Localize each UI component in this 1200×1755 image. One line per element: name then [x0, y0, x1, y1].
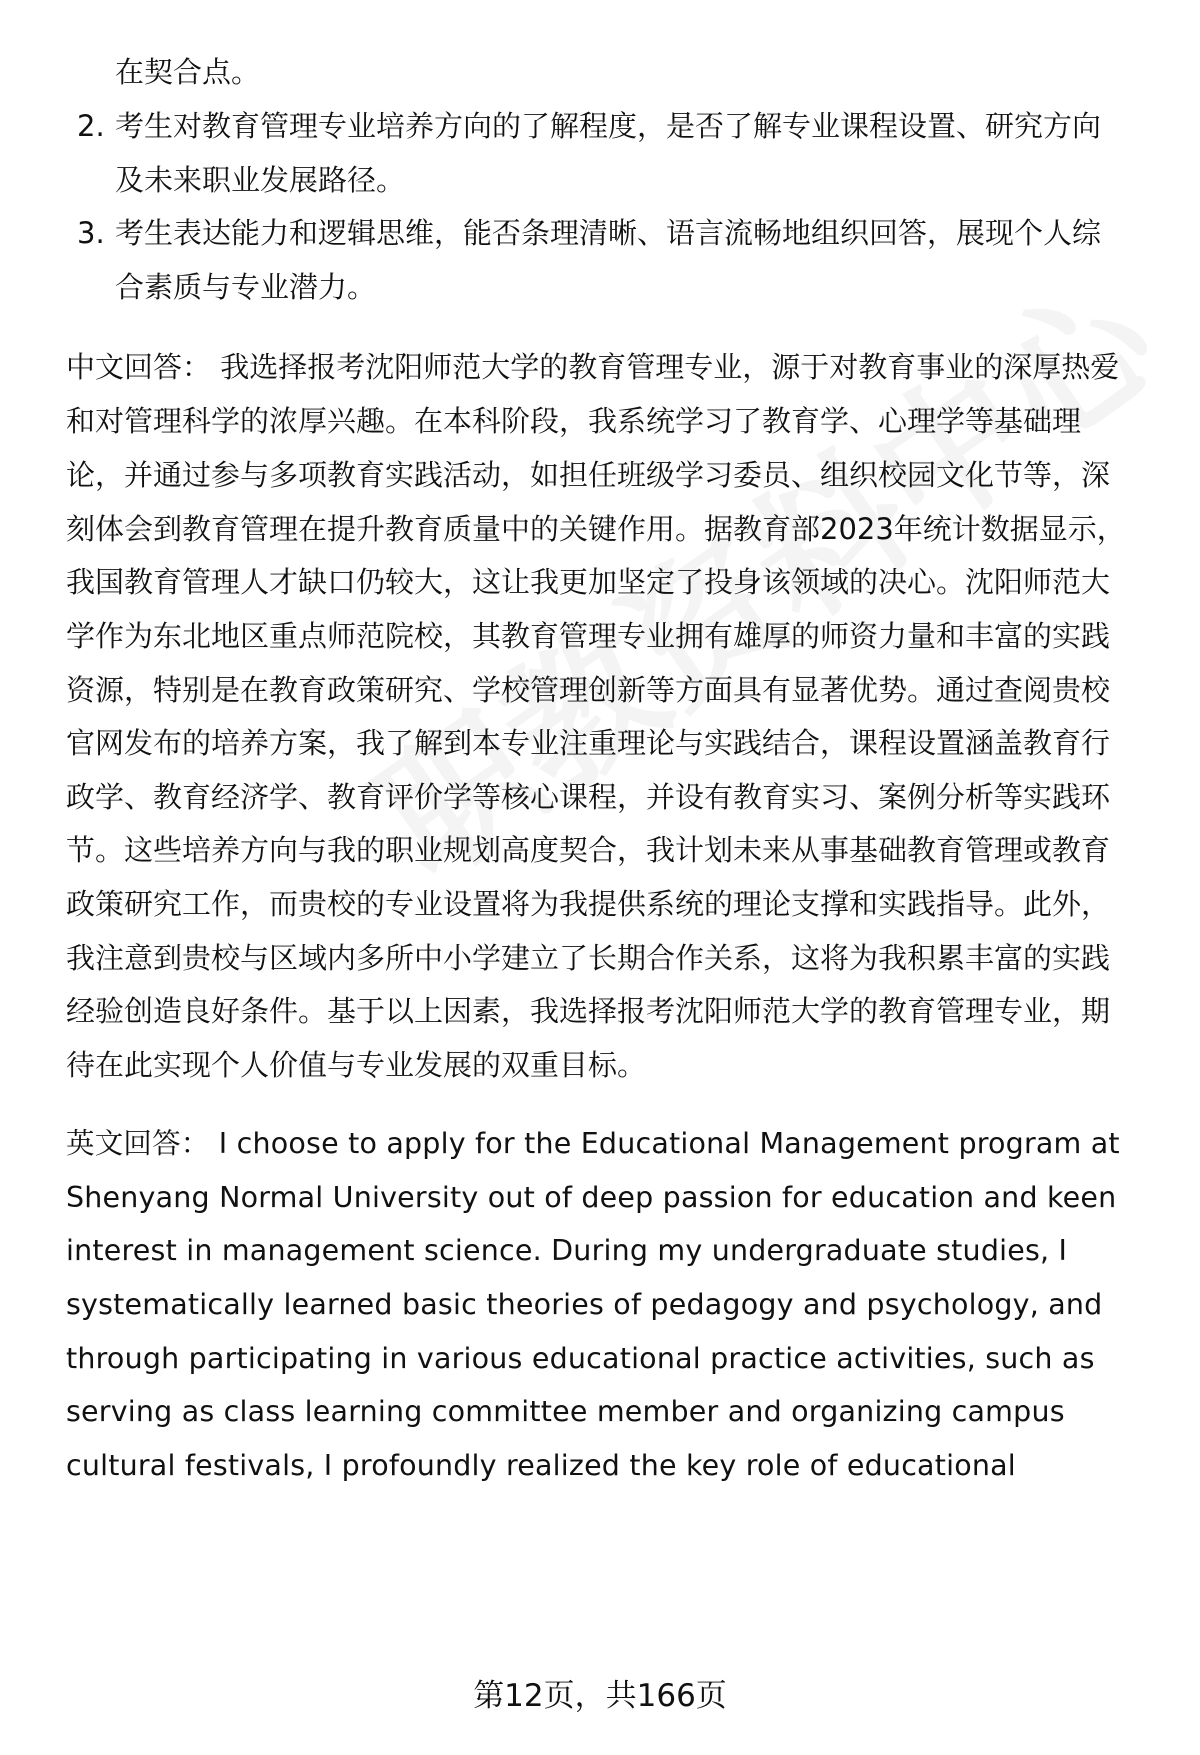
list-item-number: 2.: [77, 109, 105, 143]
list-item-line: 合素质与专业潜力。: [115, 270, 377, 304]
english-answer-line: through participating in various educational practice activities, such as: [66, 1342, 1095, 1375]
chinese-answer-line: 学作为东北地区重点师范院校，其教育管理专业拥有雄厚的师资力量和丰富的实践: [66, 619, 1111, 653]
page-number-footer: 第12页，共166页: [473, 1678, 727, 1714]
chinese-answer-line: 资源，特别是在教育政策研究、学校管理创新等方面具有显著优势。通过查阅贵校: [66, 673, 1111, 707]
english-answer-line: interest in management science. During my undergraduate studies, I: [66, 1234, 1068, 1267]
english-answer-line: 英文回答： I choose to apply for the Educational Management program at: [66, 1127, 1120, 1160]
chinese-answer-line: 政学、教育经济学、教育评价学等核心课程，并设有教育实习、案例分析等实践环: [66, 780, 1111, 814]
chinese-answer-line: 我注意到贵校与区域内多所中小学建立了长期合作关系，这将为我积累丰富的实践: [66, 941, 1111, 975]
english-answer-line: systematically learned basic theories of pedagogy and psychology, and: [66, 1288, 1103, 1321]
english-answer-line: cultural festivals, I profoundly realized the key role of educational: [66, 1449, 1016, 1482]
chinese-answer-line: 经验创造良好条件。基于以上因素，我选择报考沈阳师范大学的教育管理专业，期: [66, 994, 1111, 1028]
chinese-answer-line: 中文回答： 我选择报考沈阳师范大学的教育管理专业，源于对教育事业的深厚热爱: [66, 350, 1120, 384]
chinese-answer-line: 刻体会到教育管理在提升教育质量中的关键作用。据教育部2023年统计数据显示，: [66, 512, 1126, 546]
list-item-line: 及未来职业发展路径。: [115, 163, 406, 197]
chinese-answer-line: 论，并通过参与多项教育实践活动，如担任班级学习委员、组织校园文化节等，深: [66, 458, 1111, 492]
chinese-answer-line: 政策研究工作，而贵校的专业设置将为我提供系统的理论支撑和实践指导。此外，: [66, 887, 1111, 921]
list-continuation: 在契合点。: [115, 55, 261, 89]
list-item-line: 考生表达能力和逻辑思维，能否条理清晰、语言流畅地组织回答，展现个人综: [115, 216, 1102, 250]
chinese-answer-line: 和对管理科学的浓厚兴趣。在本科阶段，我系统学习了教育学、心理学等基础理: [66, 404, 1082, 438]
english-answer-line: serving as class learning committee member and organizing campus: [66, 1395, 1065, 1428]
chinese-answer-line: 待在此实现个人价值与专业发展的双重目标。: [66, 1048, 647, 1082]
chinese-answer-line: 官网发布的培养方案，我了解到本专业注重理论与实践结合，课程设置涵盖教育行: [66, 726, 1111, 760]
list-item-line: 考生对教育管理专业培养方向的了解程度，是否了解专业课程设置、研究方向: [115, 109, 1102, 143]
chinese-answer-line: 我国教育管理人才缺口仍较大，这让我更加坚定了投身该领域的决心。沈阳师范大: [66, 565, 1111, 599]
chinese-answer-line: 节。这些培养方向与我的职业规划高度契合，我计划未来从事基础教育管理或教育: [66, 833, 1111, 867]
list-item-number: 3.: [77, 216, 105, 250]
english-answer-line: Shenyang Normal University out of deep passion for education and keen: [66, 1181, 1117, 1214]
